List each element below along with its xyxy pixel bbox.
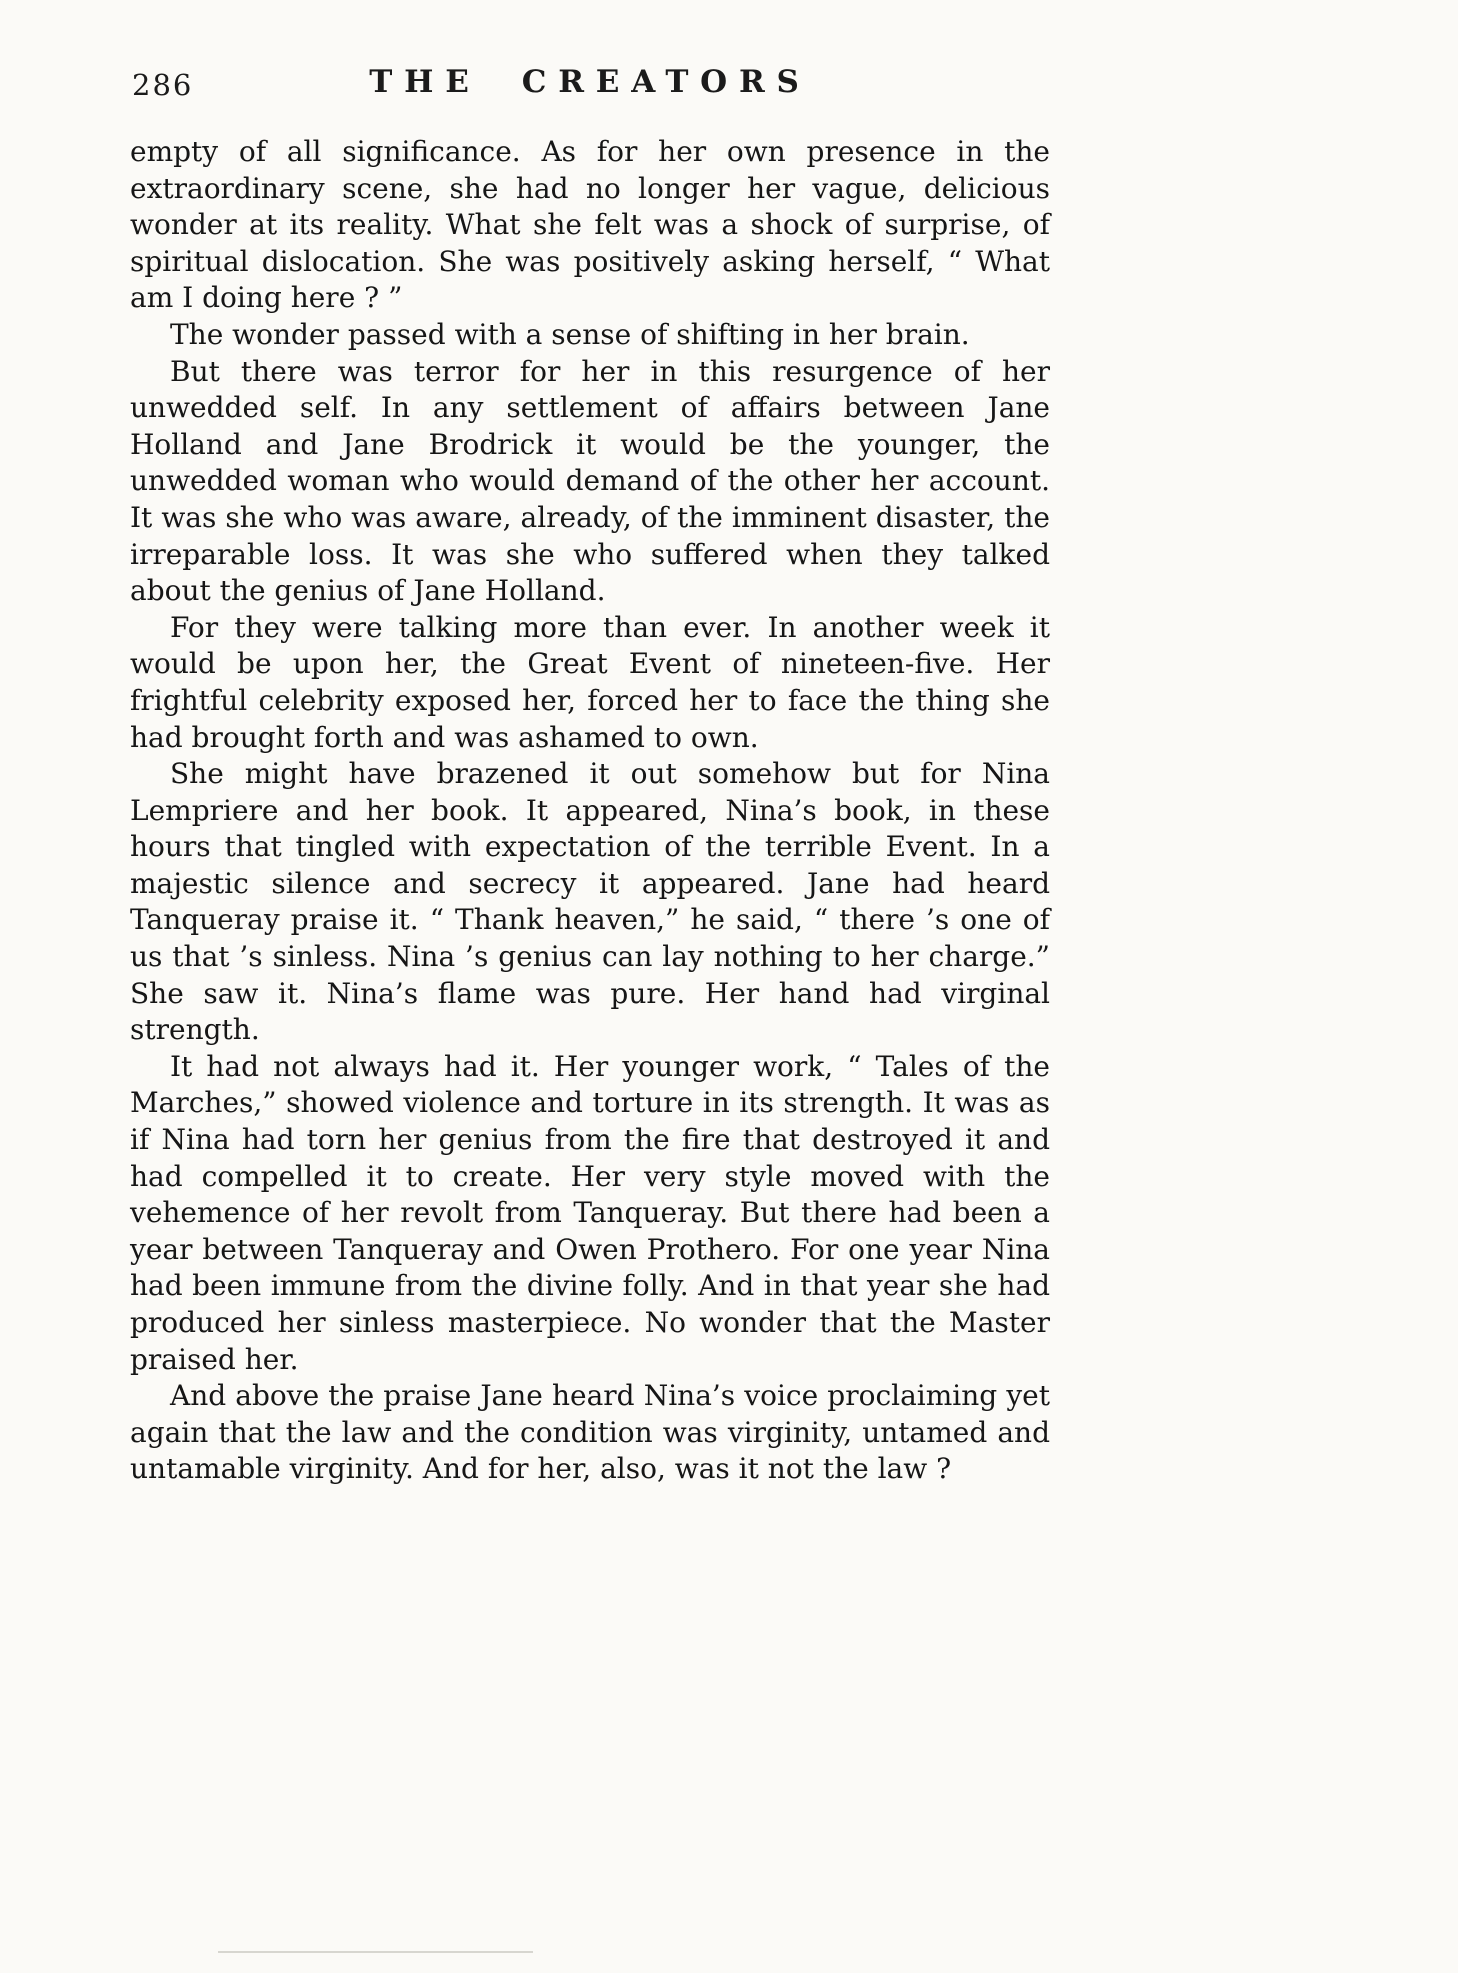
page-header (130, 64, 1050, 108)
scan-artifact-line (218, 1951, 533, 1953)
paragraph: And above the praise Jane heard Nina’s voice proclaiming yet again that the law and the condition was virginity, untamed and untamable virginity. And for her, also, was it not the law ? (130, 1379, 1050, 1486)
paragraph: She might have brazened it out somehow but for Nina Lempriere and her book. It appeared, Nina’s book, in these hours that tingled with expectation of the terrible Event. In a majestic silence and secrecy it appeared. Jane had heard Tanqueray praise it. “ Thank heaven,” he said, “ there ’s one of us that ’s sinless. Nina ’s genius can lay nothing to her charge.” She saw it. Nina’s flame was pure. Her hand had virginal strength. (130, 757, 1050, 1047)
paragraph: empty of all significance. As for her own presence in the extraordinary scene, she had no longer her vague, delicious wonder at its reality. What she felt was a shock of surprise, of spiritual dislocation. She was positively asking herself, “ What am I doing here ? ” (130, 135, 1050, 315)
paragraph: The wonder passed with a sense of shifting in her brain. (170, 317, 970, 351)
paragraph: But there was terror for her in this resurgence of her unwedded self. In any settlement of affairs between Jane Holland and Jane Brodrick it would be the younger, the unwedded woman who would demand of the other her account. It was she who was aware, already, of the imminent disaster, the irreparable loss. It was she who suffered when they talked about the genius of Jane Holland. (130, 354, 1050, 608)
page-body (130, 134, 1050, 1488)
page-number: 286 (132, 68, 194, 102)
running-title: THE CREATORS (369, 64, 811, 100)
paragraph: It had not always had it. Her younger work, “ Tales of the Marches,” showed violence and torture in its strength. It was as if Nina had torn her genius from the fire that destroyed it and had compelled it to create. Her very style moved with the vehemence of her revolt from Tanqueray. But there had been a year between Tanqueray and Owen Prothero. For one year Nina had been immune from the divine folly. And in that year she had produced her sinless masterpiece. No wonder that the Master praised her. (130, 1049, 1050, 1376)
paragraph: For they were talking more than ever. In another week it would be upon her, the Great Event of nineteen-five. Her frightful celebrity exposed her, forced her to face the thing she had brought forth and was ashamed to own. (130, 610, 1050, 754)
